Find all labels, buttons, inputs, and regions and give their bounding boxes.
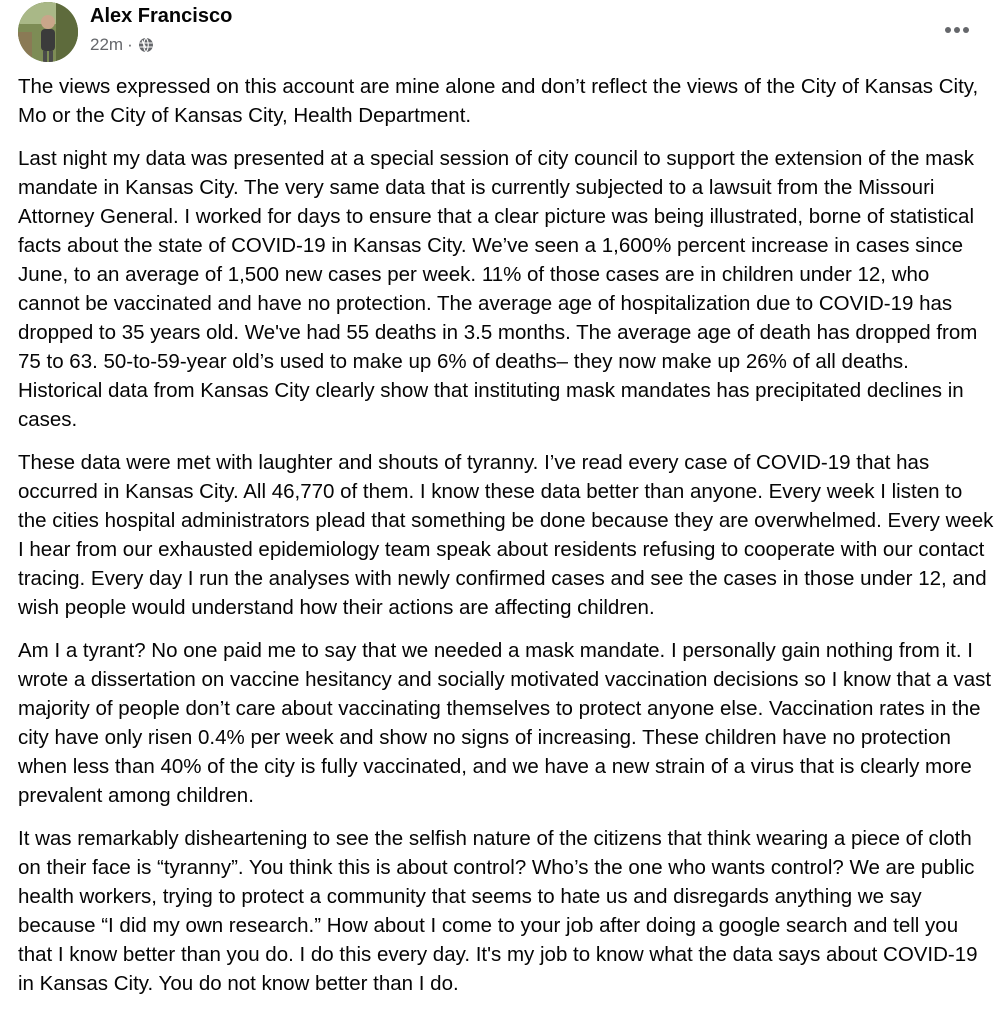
globe-icon[interactable] xyxy=(138,37,154,53)
post-timestamp[interactable]: 22m xyxy=(90,35,124,54)
post-meta xyxy=(90,35,154,55)
post-paragraph: The views expressed on this account are mine alone and don’t reflect the views of the City of Kansas City, Mo or the City of Kansas City, Health Department. xyxy=(18,75,979,127)
post-header xyxy=(18,2,1005,64)
meta-separator: · xyxy=(127,35,133,54)
post-paragraph: Last night my data was presented at a special session of city council to support the extension of the mask mandate in Kansas City. The very same data that is currently subjected to a lawsuit from the Missouri Attorney General. I worked for days to ensure that a clear picture was being illustrated, borne of statistical facts about the state of COVID-19 in Kansas City. We’ve seen a 1,600% percent increase in cases since June, to an average of 1,500 new cases per week. 11% of those cases are in children under 12, who cannot be vaccinated and have no protection. The average age of hospitalization due to COVID-19 has dropped to 35 years old. We've had 55 deaths in 3.5 months. The average age of death has dropped from 75 to 63. 50-to-59-year old’s used to make up 6% of deaths– they now make up 26% of all deaths. Historical data from Kansas City clearly show that instituting mask mandates has precipitated declines in cases. xyxy=(18,147,978,431)
avatar[interactable] xyxy=(18,2,78,62)
post-body xyxy=(18,72,996,1012)
post-paragraph: These data were met with laughter and shouts of tyranny. I’ve read every case of COVID-19 that has occurred in Kansas City. All 46,770 of them. I know these data better than anyone. Every week I listen to the cities hospital administrators plead that something be done because they are overwhelmed. Every week I hear from our exhausted epidemiology team speak about residents refusing to cooperate with our contact tracing. Every day I run the analyses with newly confirmed cases and see the cases in those under 12, and wish people would understand how their actions are affecting children. xyxy=(18,451,994,619)
more-options-button[interactable] xyxy=(941,16,973,44)
post-paragraph: Am I a tyrant? No one paid me to say that we needed a mask mandate. I personally gain nothing from it. I wrote a dissertation on vaccine hesitancy and socially motivated vaccination decisions so I know that a vast majority of people don’t care about vaccinating themselves to protect anyone else. Vaccination rates in the city have only risen 0.4% per week and show no signs of increasing. These children have no protection when less than 40% of the city is fully vaccinated, and we have a new strain of a virus that is clearly more prevalent among children. xyxy=(18,639,992,807)
avatar-image xyxy=(18,2,78,62)
post-paragraph: It was remarkably disheartening to see the selfish nature of the citizens that think wearing a piece of cloth on their face is “tyranny”. You think this is about control? Who’s the one who wants control? We are public health workers, trying to protect a community that seems to hate us and disregards anything we say because “I did my own research.” How about I come to your job after doing a google search and tell you that I know better than you do. I do this every day. It's my job to know what the data says about COVID-19 in Kansas City. You do not know better than I do. xyxy=(18,827,978,995)
author-name[interactable]: Alex Francisco xyxy=(90,5,233,27)
more-horizontal-icon xyxy=(944,26,970,34)
